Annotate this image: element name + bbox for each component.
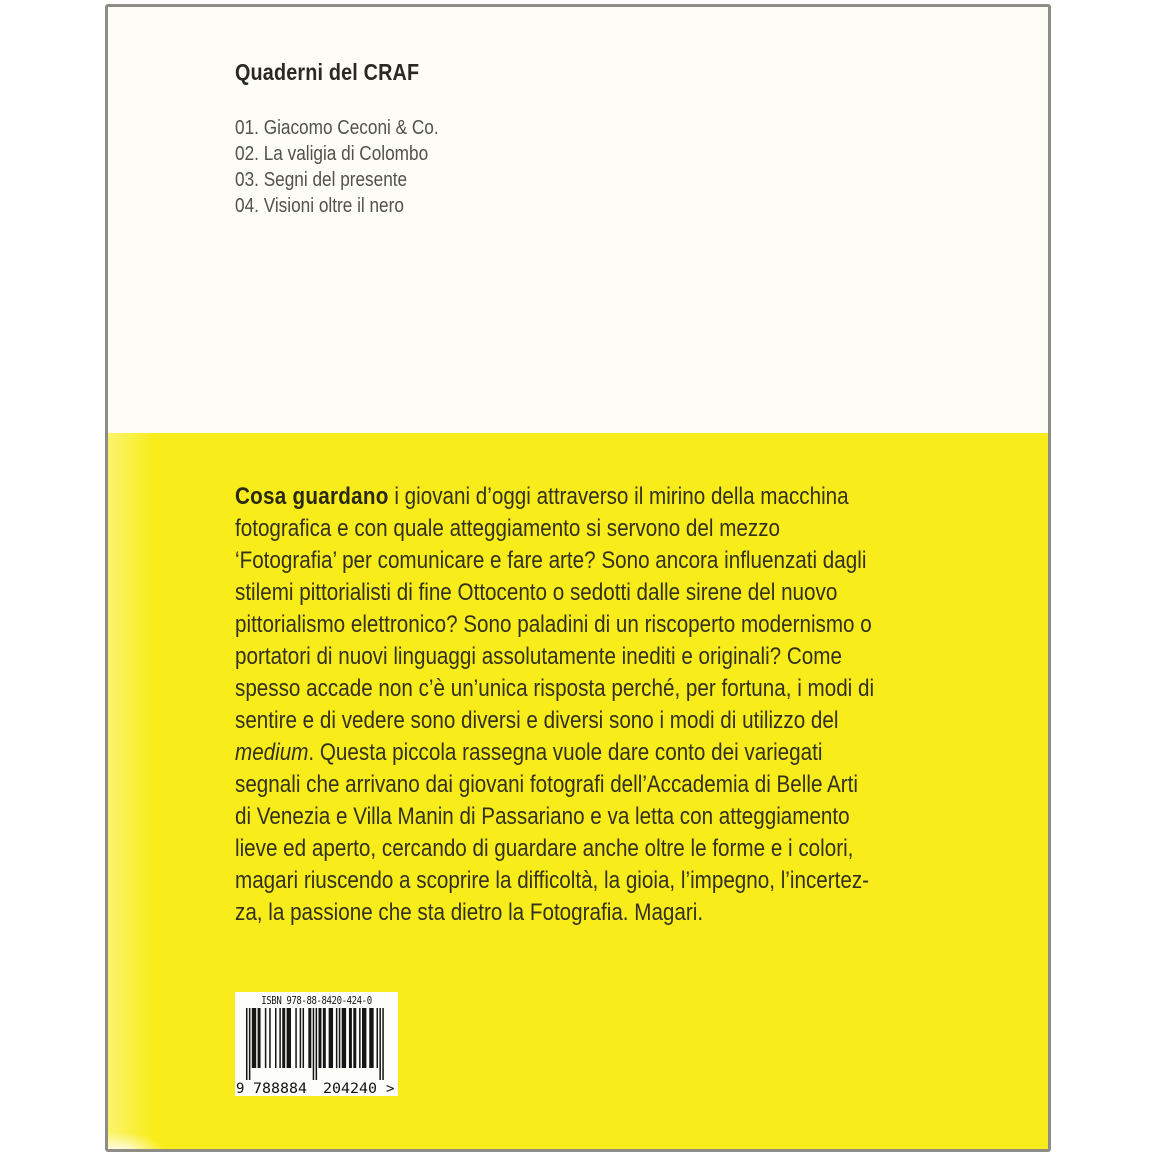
blurb-line-12: lieve ed aperto, cercando di guardare anche oltre le forme e i colori, xyxy=(235,835,854,862)
blurb-line-6: portatori di nuovi linguaggi assolutamente inediti e originali? Come xyxy=(235,643,842,670)
blurb-line-2: fotografica e con quale atteggiamento si servono del mezzo xyxy=(235,515,780,542)
blurb-text xyxy=(235,481,978,929)
blurb-line-14: za, la passione che sta dietro la Fotografia. Magari. xyxy=(235,899,704,926)
svg-text:9: 9 xyxy=(236,1081,245,1096)
cover-top-section xyxy=(108,7,1048,433)
book-back-cover xyxy=(105,4,1051,1152)
volume-list xyxy=(235,115,472,219)
svg-text:>: > xyxy=(386,1081,395,1096)
blurb-line-10: segnali che arrivano dai giovani fotografi dell’Accademia di Belle Arti xyxy=(235,771,858,798)
blurb-italic-medium: medium xyxy=(235,739,309,766)
barcode-bars xyxy=(235,1008,398,1096)
blurb-line-11: di Venezia e Villa Manin di Passariano e va letta con atteggiamento xyxy=(235,803,850,830)
volume-item-02: 02. La valigia di Colombo xyxy=(235,143,429,165)
blurb-line-9: medium. Questa piccola rassegna vuole dare conto dei variegati xyxy=(235,739,823,766)
volume-item-03: 03. Segni del presente xyxy=(235,169,408,191)
cover-yellow-section xyxy=(108,433,1048,1149)
blurb-line-3: ‘Fotografia’ per comunicare e fare arte? Sono ancora influenzati dagli xyxy=(235,547,867,574)
corner-wear-mark xyxy=(106,1132,166,1152)
blurb-line-13: magari riuscendo a scoprire la difficoltà, la gioia, l’impegno, l’incertez- xyxy=(235,867,870,894)
blurb-line-7: spesso accade non c’è un’unica risposta perché, per fortuna, i modi di xyxy=(235,675,875,702)
blurb-line-5: pittorialismo elettronico? Sono paladini di un riscoperto modernismo o xyxy=(235,611,872,638)
series-title: Quaderni del CRAF xyxy=(235,59,420,85)
volume-item-04: 04. Visioni oltre il nero xyxy=(235,195,404,217)
isbn-label: ISBN 978-88-8420-424-0 xyxy=(261,994,372,1007)
svg-text:788884: 788884 xyxy=(253,1081,307,1096)
blurb-line-8: sentire e di vedere sono diversi e diversi sono i modi di utilizzo del xyxy=(235,707,839,734)
blurb-line-1: Cosa guardano i giovani d’oggi attraverso il mirino della macchina xyxy=(235,483,849,510)
barcode xyxy=(235,992,398,1096)
blurb-lead: Cosa guardano xyxy=(235,483,389,510)
svg-text:204240: 204240 xyxy=(323,1081,377,1096)
volume-item-01: 01. Giacomo Ceconi & Co. xyxy=(235,117,439,139)
blurb-line-4: stilemi pittorialisti di fine Ottocento o sedotti dalle sirene del nuovo xyxy=(235,579,838,606)
